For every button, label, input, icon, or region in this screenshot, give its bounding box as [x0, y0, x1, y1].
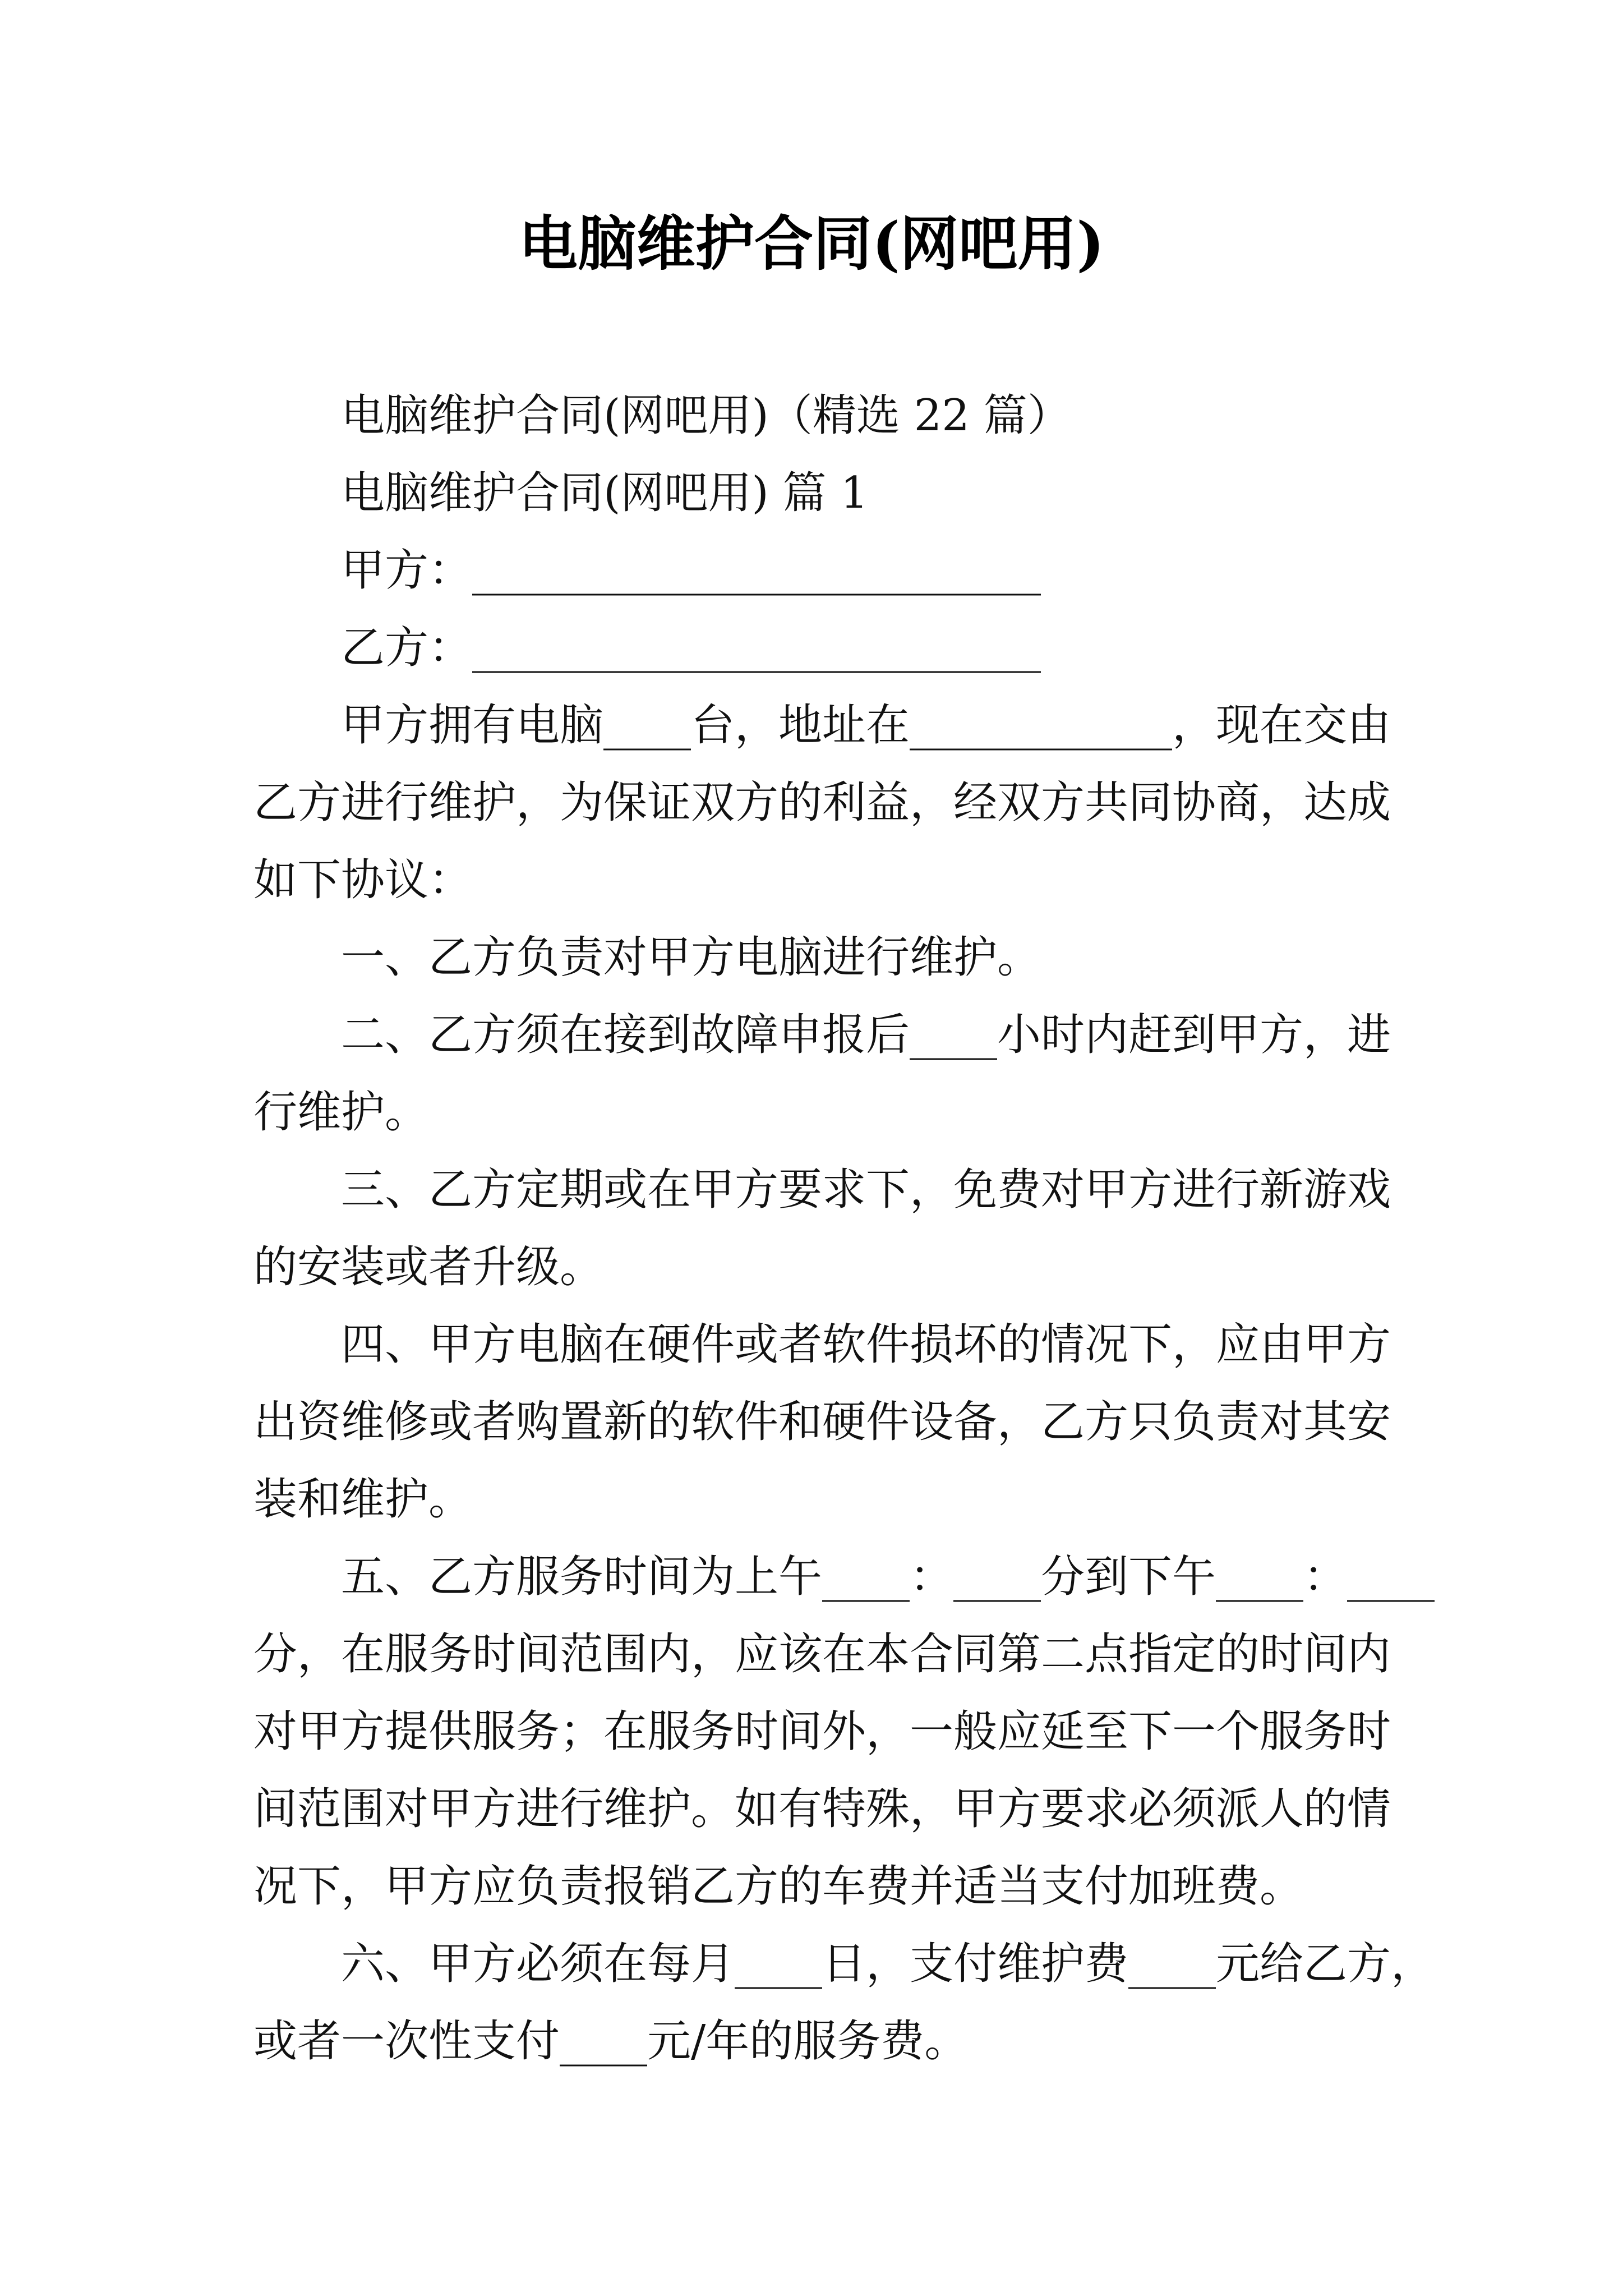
- party-a-line: 甲方：__________________________: [341, 545, 1041, 596]
- paragraph-preamble: [253, 687, 1487, 919]
- clause-6: [253, 1925, 1487, 2080]
- party-a-field: [253, 532, 1487, 609]
- document-line: 四、甲方电脑在硬件或者软件损坏的情况下，应由甲方: [341, 1319, 1391, 1370]
- document-line: 甲方拥有电脑____台，地址在____________，现在交由: [341, 700, 1391, 751]
- party-b-line: 乙方：__________________________: [341, 623, 1041, 673]
- document-body: [253, 377, 1487, 2080]
- document-line: 或者一次性支付____元/年的服务费。: [253, 2016, 969, 2067]
- paragraph-section-heading: [253, 454, 1487, 532]
- document-line: 五、乙方服务时间为上午____：____分到下午____：____: [341, 1552, 1435, 1602]
- document-line: 对甲方提供服务；在服务时间外，一般应延至下一个服务时: [253, 1706, 1391, 1757]
- document-line: 电脑维护合同(网吧用)（精选 22 篇）: [341, 390, 1071, 441]
- document-line: 二、乙方须在接到故障申报后____小时内赶到甲方，进: [341, 1010, 1391, 1060]
- document-line: 乙方进行维护，为保证双方的利益，经双方共同协商，达成: [253, 777, 1391, 828]
- clause-4: [253, 1306, 1487, 1538]
- clause-1: [253, 919, 1487, 996]
- clause-5: [253, 1538, 1487, 1925]
- document-line: 况下，甲方应负责报销乙方的车费并适当支付加班费。: [253, 1861, 1304, 1912]
- document-line: 电脑维护合同(网吧用) 篇 1: [341, 468, 869, 518]
- document-line: 间范围对甲方进行维护。如有特殊，甲方要求必须派人的情: [253, 1784, 1391, 1834]
- document-line: 行维护。: [253, 1087, 429, 1138]
- document-line: 如下协议：: [253, 855, 473, 905]
- paragraph-collection-heading: [253, 377, 1487, 454]
- party-b-field: [253, 609, 1487, 687]
- document-line: 一、乙方负责对甲方电脑进行维护。: [341, 932, 1041, 983]
- document-line: 装和维护。: [253, 1474, 473, 1525]
- document-line: 的安装或者升级。: [253, 1242, 604, 1292]
- document-line: 三、乙方定期或在甲方要求下，免费对甲方进行新游戏: [341, 1165, 1391, 1215]
- document-line: 分，在服务时间范围内，应该在本合同第二点指定的时间内: [253, 1629, 1391, 1680]
- clause-3: [253, 1151, 1487, 1306]
- clause-2: [253, 996, 1487, 1151]
- document-line: 出资维修或者购置新的软件和硬件设备，乙方只负责对其安: [253, 1397, 1391, 1447]
- document-title: 电脑维护合同(网吧用): [518, 209, 1105, 278]
- document-line: 六、甲方必须在每月____日，支付维护费____元给乙方，: [341, 1939, 1435, 1989]
